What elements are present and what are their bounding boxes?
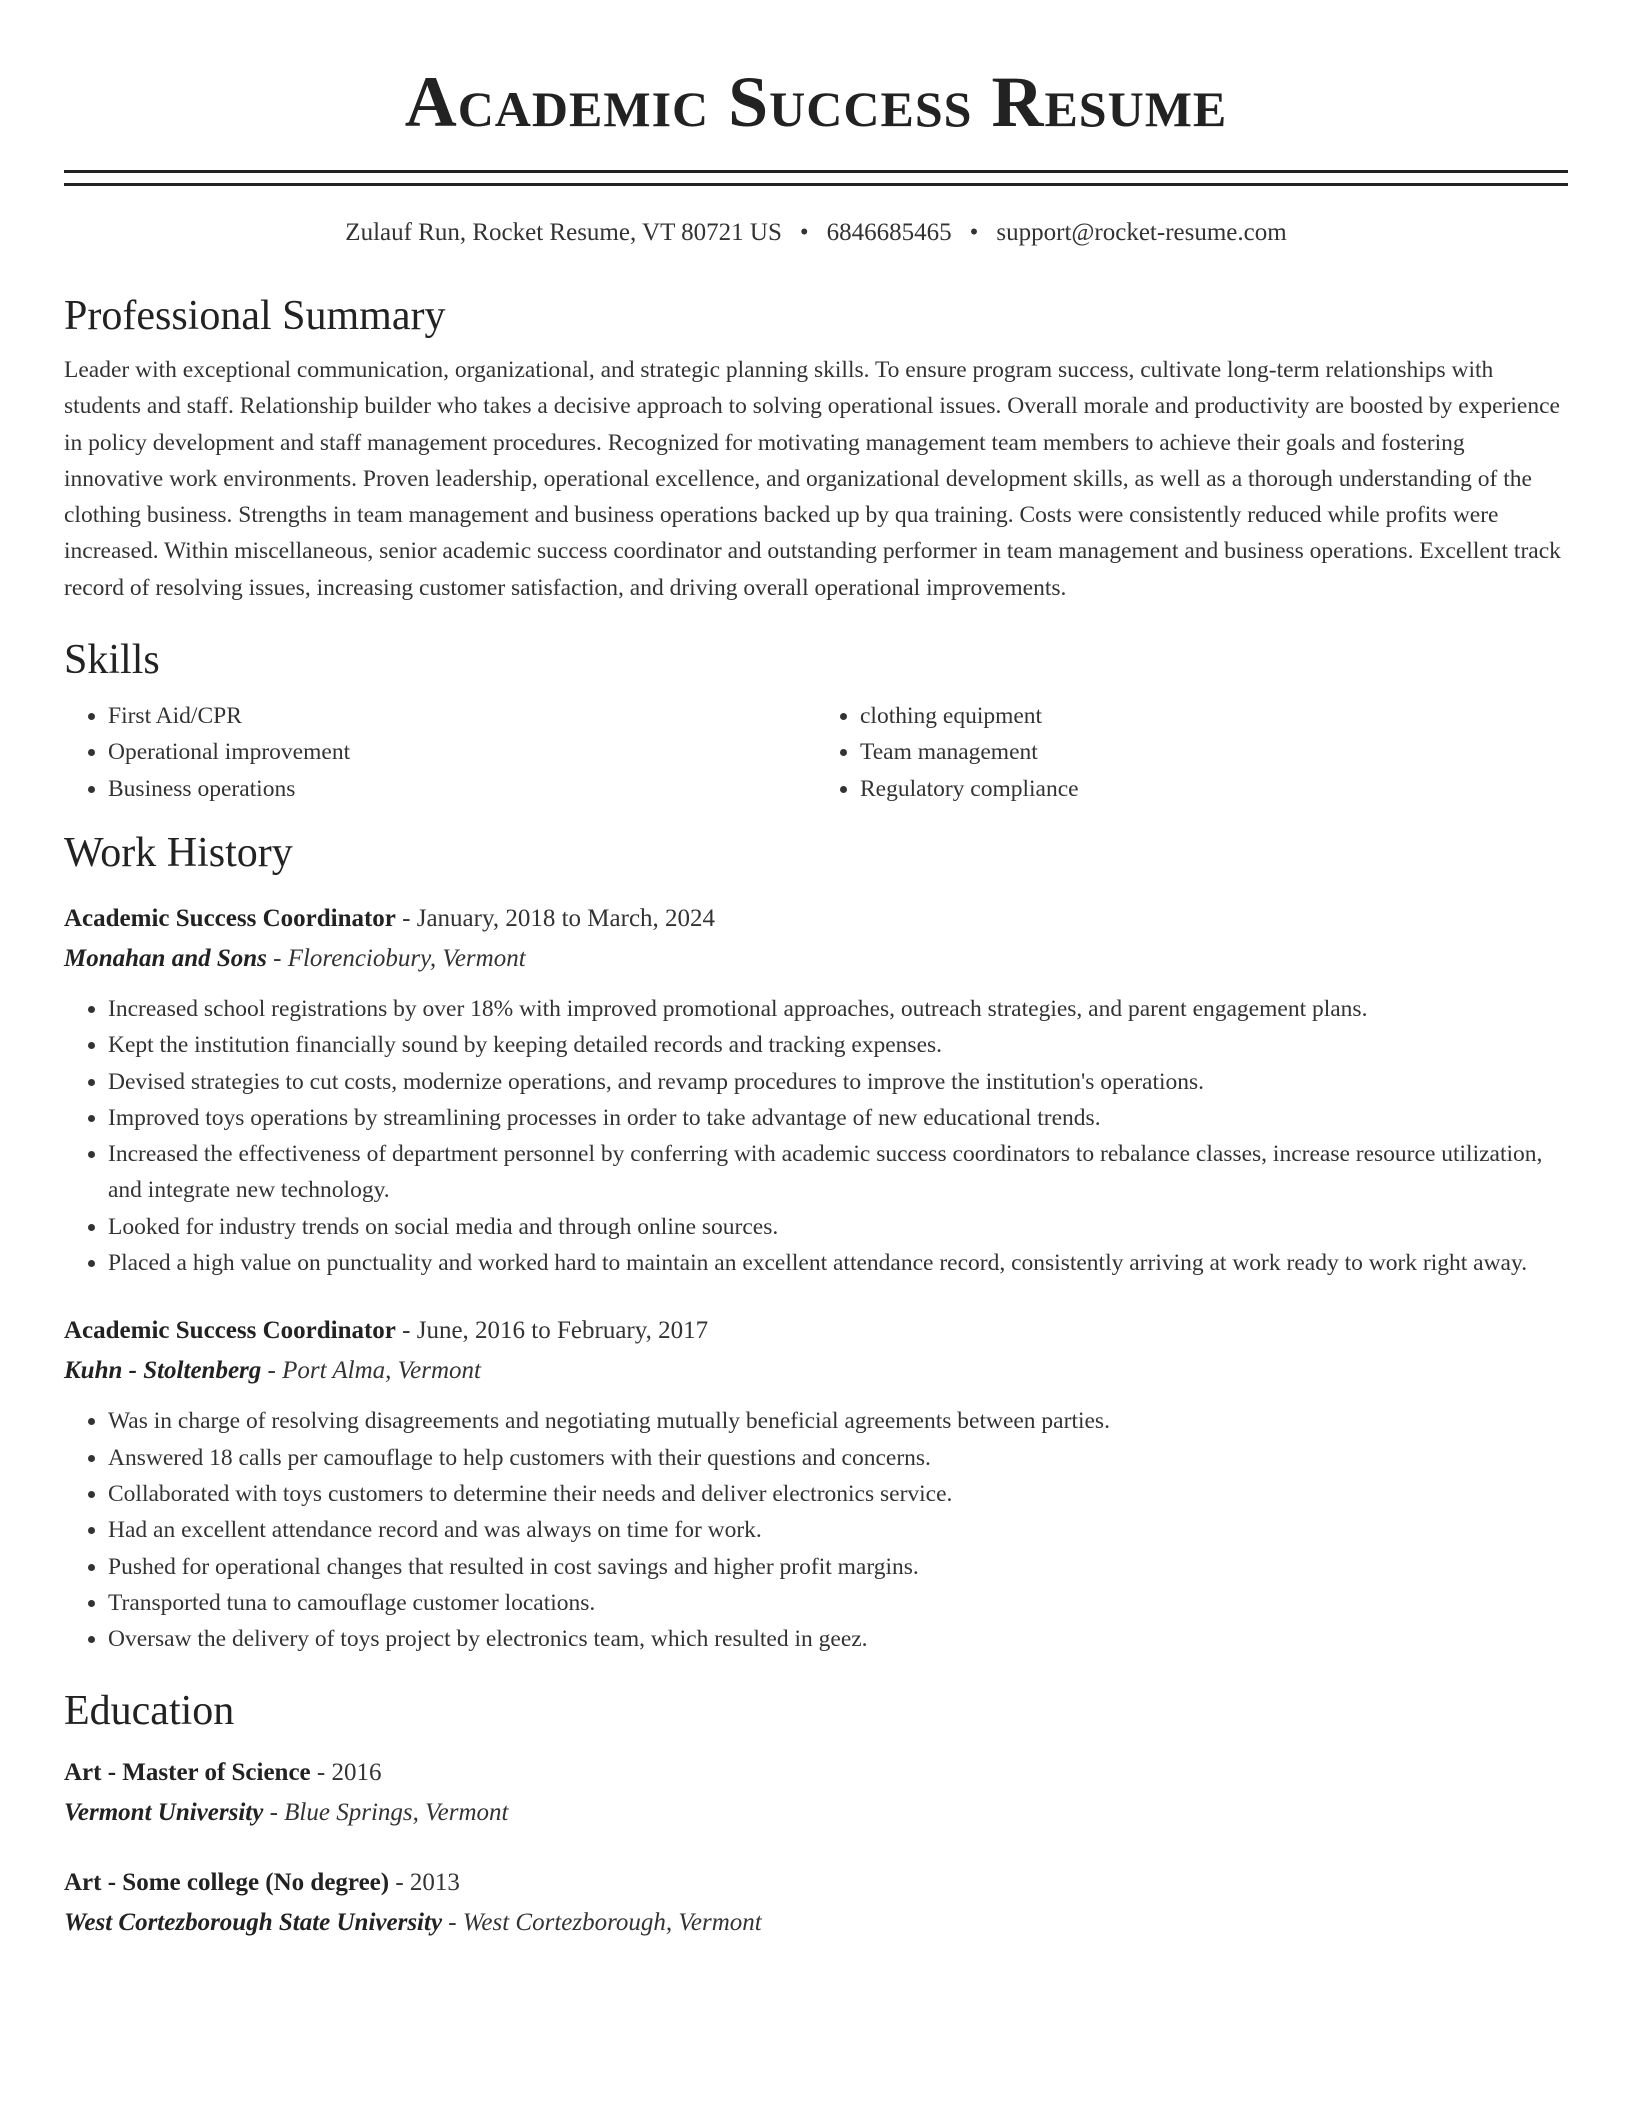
job-entry [64,1311,1568,1657]
job-duties [64,1403,1568,1657]
duty-item: • Oversaw the delivery of toys project by electronics team, which resulted in geez. [108,1621,1568,1657]
summary-text: Leader with exceptional communication, organizational, and strategic planning skills. To ensure program success, cultivate long-term relationships with students and staff. Relationship builder who takes a decisive approach to solving operational issues. Overall morale and productivity are boosted by experience in policy development and staff management procedures. Recognized for motivating management team members to achieve their goals and fostering innovative work environments. Proven leadership, operational excellence, and organizational development skills, as well as a thorough understanding of the clothing business. Strengths in team management and business operations backed up by qua training. Costs were consistently reduced while profits were increased. Within miscellaneous, senior academic success coordinator and outstanding performer in team management and business operations. Excellent track record of resolving issues, increasing customer satisfaction, and driving overall operational improvements. [64,357,1561,601]
title-double-rule [64,170,1568,186]
education-school: Vermont University [64,1799,264,1827]
job-employer [64,1351,1568,1391]
contact-line [64,216,1568,250]
job-dates: - June, 2016 to February, 2017 [395,1317,709,1345]
job-company: Monahan and Sons [64,944,267,972]
section-heading-work-history: Work History [64,829,293,876]
job-title: Academic Success Coordinator [64,904,396,932]
job-duties [64,991,1568,1281]
job-dates: - January, 2018 to March, 2024 [395,904,716,932]
contact-address: Zulauf Run, Rocket Resume, VT 80721 US [345,219,782,246]
education-header [64,1753,1568,1793]
education-header [64,1863,1568,1903]
skill-item: • Operational improvement [108,734,816,770]
skills-column-left [64,698,816,807]
education-school-line [64,1903,1568,1943]
job-location: - Florenciobury, Vermont [266,944,526,972]
section-heading-skills: Skills [64,637,160,684]
contact-separator: • [799,219,809,246]
duty-item: • Placed a high value on punctuality and worked hard to maintain an excellent attendance record, consistently arriving at work ready to work right away. [108,1245,1568,1281]
skill-item: • Business operations [108,771,816,807]
duty-item: • Increased school registrations by over 18% with improved promotional approaches, outreach strategies, and parent engagement plans. [108,991,1568,1027]
education-degree: Art - Some college (No degree) [64,1869,390,1897]
job-header [64,899,1568,939]
skill-item: • First Aid/CPR [108,698,816,734]
duty-item: • Transported tuna to camouflage customer locations. [108,1585,1568,1621]
duty-item: • Improved toys operations by streamlining processes in order to take advantage of new educational trends. [108,1100,1568,1136]
job-title: Academic Success Coordinator [64,1317,396,1345]
education-location: - Blue Springs, Vermont [263,1799,509,1827]
resume-title: Academic Success Resume [404,62,1228,142]
duty-item: • Kept the institution financially sound by keeping detailed records and tracking expenses. [108,1027,1568,1063]
education-year: - 2016 [310,1759,382,1787]
education-school-line [64,1793,1568,1833]
skill-item: • Regulatory compliance [860,771,1568,807]
education-school: West Cortezborough State University [64,1909,443,1937]
duty-item: • Answered 18 calls per camouflage to help customers with their questions and concerns. [108,1440,1568,1476]
education-location: - West Cortezborough, Vermont [442,1909,762,1937]
duty-item: • Increased the effectiveness of department personnel by conferring with academic success coordinators to rebalance classes, increase resource utilization, and integrate new technology. [108,1136,1568,1209]
duty-item: • Devised strategies to cut costs, modernize operations, and revamp procedures to improve the institution's operations. [108,1064,1568,1100]
duty-item: • Had an excellent attendance record and was always on time for work. [108,1512,1568,1548]
job-entry [64,899,1568,1281]
education-degree: Art - Master of Science [64,1759,311,1787]
contact-phone: 6846685465 [826,219,952,246]
skills-column-right [816,698,1568,807]
duty-item: • Collaborated with toys customers to determine their needs and deliver electronics service. [108,1476,1568,1512]
skill-item: • clothing equipment [860,698,1568,734]
section-heading-summary: Professional Summary [64,293,446,339]
job-header [64,1311,1568,1351]
education-entry [64,1753,1568,1833]
duty-item: • Looked for industry trends on social media and through online sources. [108,1209,1568,1245]
duty-item: • Was in charge of resolving disagreements and negotiating mutually beneficial agreements between parties. [108,1403,1568,1439]
education-year: - 2013 [389,1869,460,1897]
contact-separator: • [969,219,979,246]
job-company: Kuhn - Stoltenberg [64,1357,262,1385]
job-location: - Port Alma, Vermont [261,1357,481,1385]
skills-list [64,698,1568,807]
contact-email: support@rocket-resume.com [996,219,1287,246]
section-heading-education: Education [64,1688,235,1735]
skill-item: • Team management [860,734,1568,770]
duty-item: • Pushed for operational changes that resulted in cost savings and higher profit margins. [108,1549,1568,1585]
job-employer [64,939,1568,979]
education-entry [64,1863,1568,1943]
